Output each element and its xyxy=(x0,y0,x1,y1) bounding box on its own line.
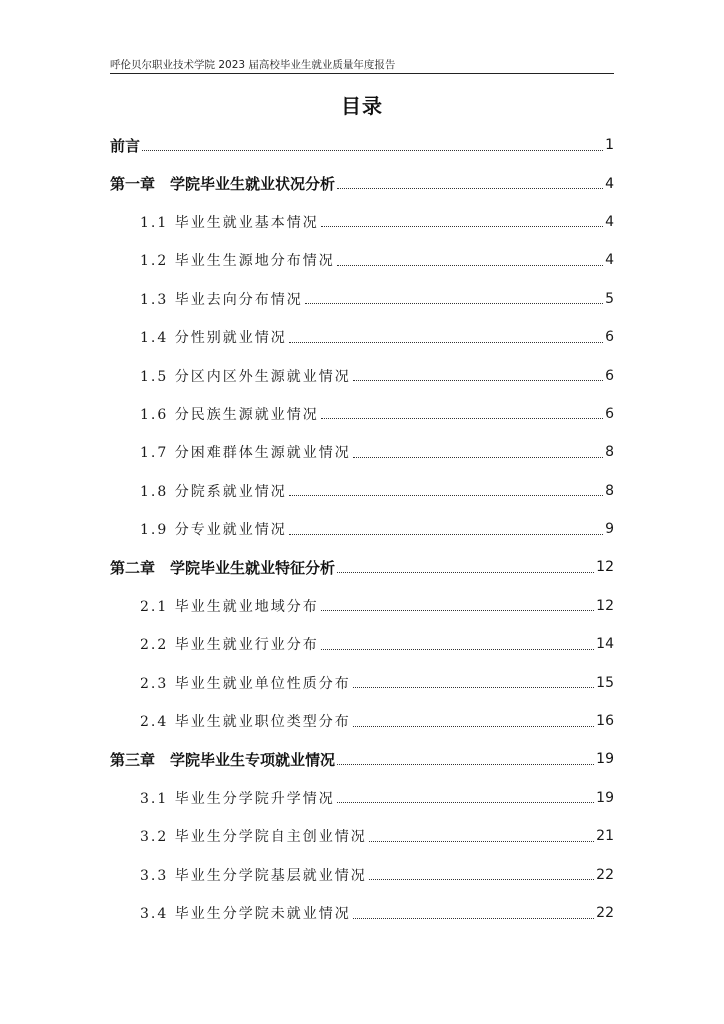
toc-section-entry[interactable] xyxy=(110,433,614,471)
dot-leader xyxy=(353,457,603,458)
dot-leader xyxy=(337,764,594,765)
dot-leader xyxy=(321,418,603,419)
toc-entry-text: 2.4 毕业生就业职位类型分布 xyxy=(140,714,351,731)
toc-entry-text: 3.1 毕业生分学院升学情况 xyxy=(140,790,335,807)
dot-leader xyxy=(353,918,594,919)
toc-entry-text: 1.9 分专业就业情况 xyxy=(140,522,287,539)
header-rule xyxy=(110,73,614,74)
dot-leader xyxy=(337,572,594,573)
toc-section-entry[interactable] xyxy=(110,587,614,625)
toc-entry-text: 1.2 毕业生生源地分布情况 xyxy=(140,253,335,270)
toc-section-entry[interactable] xyxy=(110,356,614,394)
toc-page-number: 6 xyxy=(605,405,614,422)
toc-page-number: 12 xyxy=(596,559,614,576)
dot-leader xyxy=(289,534,603,535)
toc-entry-text: 2.2 毕业生就业行业分布 xyxy=(140,637,319,654)
dot-leader xyxy=(369,841,594,842)
toc-page-number: 8 xyxy=(605,444,614,461)
dot-leader xyxy=(142,150,603,151)
toc-section-entry[interactable] xyxy=(110,280,614,318)
toc-entry-text: 1.5 分区内区外生源就业情况 xyxy=(140,368,351,385)
toc-chapter-entry[interactable] xyxy=(110,740,614,778)
toc-entry-text: 第三章 学院毕业生专项就业情况 xyxy=(110,750,336,769)
dot-leader xyxy=(321,226,603,227)
dot-leader xyxy=(321,610,594,611)
toc-entry-text: 第一章 学院毕业生就业状况分析 xyxy=(110,175,336,194)
toc-chapter-entry[interactable] xyxy=(110,548,614,586)
toc-entry-text: 1.1 毕业生就业基本情况 xyxy=(140,214,319,231)
toc-entry-text: 1.6 分民族生源就业情况 xyxy=(140,406,319,423)
toc-page-number: 4 xyxy=(605,175,614,192)
dot-leader xyxy=(289,342,603,343)
toc-entry-text: 3.2 毕业生分学院自主创业情况 xyxy=(140,829,367,846)
toc-entry-text: 1.8 分院系就业情况 xyxy=(140,483,287,500)
toc-entry-text: 1.7 分困难群体生源就业情况 xyxy=(140,445,351,462)
toc-page-number: 22 xyxy=(596,905,614,921)
dot-leader xyxy=(337,188,603,189)
toc-entry-text: 2.1 毕业生就业地域分布 xyxy=(140,598,319,615)
toc-entry-text: 前言 xyxy=(110,136,141,155)
toc-section-entry[interactable] xyxy=(110,855,614,893)
dot-leader xyxy=(305,303,603,304)
toc-page-number: 8 xyxy=(605,482,614,499)
toc-page-number: 4 xyxy=(605,252,614,269)
toc-chapter-entry[interactable] xyxy=(110,126,614,164)
toc-page-number: 19 xyxy=(596,751,614,768)
toc-section-entry[interactable] xyxy=(110,472,614,510)
toc-page-number: 12 xyxy=(596,597,614,614)
toc-page-number: 14 xyxy=(596,636,614,653)
toc-section-entry[interactable] xyxy=(110,203,614,241)
toc-entry-text: 1.3 毕业去向分布情况 xyxy=(140,291,303,308)
toc-entry-text: 3.3 毕业生分学院基层就业情况 xyxy=(140,867,367,884)
toc-section-entry[interactable] xyxy=(110,702,614,740)
dot-leader xyxy=(337,802,594,803)
toc-page-number: 1 xyxy=(605,137,614,154)
toc-section-entry[interactable] xyxy=(110,241,614,279)
toc-page-number: 21 xyxy=(596,828,614,845)
dot-leader xyxy=(321,649,594,650)
toc-entry-text: 3.4 毕业生分学院未就业情况 xyxy=(140,906,351,922)
toc-section-entry[interactable] xyxy=(110,817,614,855)
toc-chapter-entry[interactable] xyxy=(110,164,614,202)
toc-page-number: 22 xyxy=(596,866,614,883)
toc-page-number: 6 xyxy=(605,367,614,384)
table-of-contents xyxy=(110,126,614,932)
dot-leader xyxy=(353,687,594,688)
toc-page-number: 5 xyxy=(605,290,614,307)
toc-section-entry[interactable] xyxy=(110,318,614,356)
toc-page-number: 6 xyxy=(605,329,614,346)
toc-entry-text: 2.3 毕业生就业单位性质分布 xyxy=(140,675,351,692)
toc-section-entry[interactable] xyxy=(110,663,614,701)
toc-page-number: 4 xyxy=(605,213,614,230)
toc-section-entry[interactable] xyxy=(110,395,614,433)
toc-page-number: 9 xyxy=(605,521,614,538)
toc-title: 目录 xyxy=(341,94,383,118)
running-header: 呼伦贝尔职业技术学院 2023 届高校毕业生就业质量年度报告 xyxy=(110,59,396,71)
dot-leader xyxy=(369,879,594,880)
toc-entry-text: 第二章 学院毕业生就业特征分析 xyxy=(110,558,336,577)
toc-entry-text: 1.4 分性别就业情况 xyxy=(140,330,287,347)
toc-section-entry[interactable] xyxy=(110,625,614,663)
toc-section-entry[interactable] xyxy=(110,779,614,817)
dot-leader xyxy=(353,726,594,727)
toc-page-number: 15 xyxy=(596,674,614,691)
toc-section-entry[interactable] xyxy=(110,510,614,548)
toc-page-number: 19 xyxy=(596,789,614,806)
toc-page-number: 16 xyxy=(596,713,614,730)
dot-leader xyxy=(289,495,603,496)
toc-section-entry[interactable] xyxy=(110,894,614,932)
dot-leader xyxy=(353,380,603,381)
dot-leader xyxy=(337,265,603,266)
